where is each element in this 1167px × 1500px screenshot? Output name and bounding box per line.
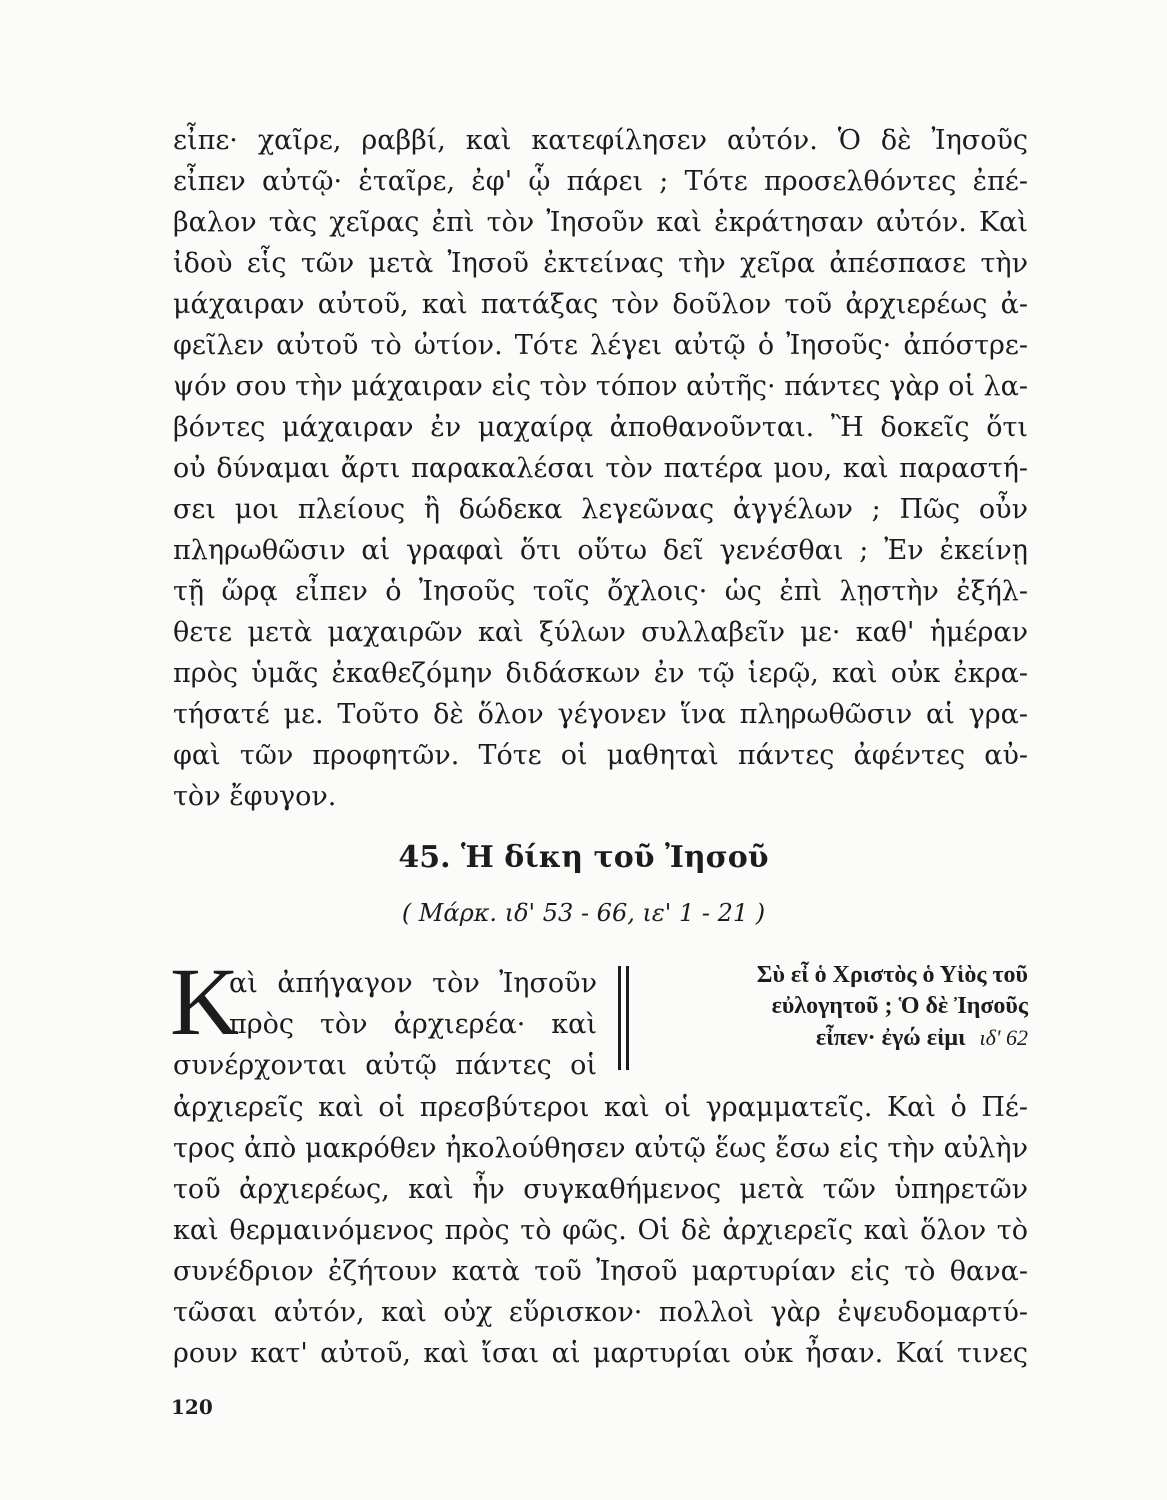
opening-line-1: αὶ ἀπήγαγον τὸν Ἰησοῦν bbox=[229, 968, 597, 999]
section-title: 45. Ἡ δίκη τοῦ Ἰησοῦ bbox=[398, 840, 769, 875]
text-line: ἰδοὺ εἷς τῶν μετὰ Ἰησοῦ ἐκτείνας τὴν χεῖρα ἀπέσπασε τὴν bbox=[173, 248, 1028, 279]
text-line: θετε μετὰ μαχαιρῶν καὶ ξύλων συλλαβεῖν με· καθ' ἡμέραν bbox=[173, 617, 1028, 648]
text-line: τῇ ὥρᾳ εἶπεν ὁ Ἰησοῦς τοῖς ὄχλοις· ὡς ἐπὶ λῃστὴν ἐξήλ- bbox=[173, 576, 1028, 607]
side-quote-text: εἶπεν· ἐγώ εἰμι bbox=[815, 1025, 966, 1051]
text-line: βόντες μάχαιραν ἐν μαχαίρᾳ ἀποθανοῦνται. Ἢ δοκεῖς ὅτι bbox=[173, 412, 1028, 443]
side-quote-reference: ιδ' 62 bbox=[979, 1025, 1028, 1050]
text-line: εἶπεν αὐτῷ· ἑταῖρε, ἐφ' ᾧ πάρει ; Τότε προσελθόντες ἐπέ- bbox=[173, 166, 1028, 197]
page-number: 120 bbox=[171, 1395, 213, 1419]
text-line: τήσατέ με. Τοῦτο δὲ ὅλον γέγονεν ἵνα πληρωθῶσιν αἱ γρα- bbox=[173, 699, 1028, 730]
text-line: φαὶ τῶν προφητῶν. Τότε οἱ μαθηταὶ πάντες ἀφέντες αὐ- bbox=[173, 740, 1028, 771]
side-quotation bbox=[643, 960, 1028, 1054]
text-line: φεῖλεν αὐτοῦ τὸ ὠτίον. Τότε λέγει αὐτῷ ὁ Ἰησοῦς· ἀπόστρε- bbox=[173, 330, 1028, 361]
text-line: συνέδριον ἐζήτουν κατὰ τοῦ Ἰησοῦ μαρτυρίαν εἰς τὸ θανα- bbox=[173, 1256, 1028, 1287]
opening-line-2: πρὸς τὸν ἀρχιερέα· καὶ bbox=[229, 1009, 597, 1040]
side-quote-line bbox=[643, 1022, 1028, 1054]
divider-rule bbox=[626, 966, 629, 1070]
text-line: τρος ἀπὸ μακρόθεν ἠκολούθησεν αὐτῷ ἕως ἔσω εἰς τὴν αὐλὴν bbox=[173, 1133, 1028, 1164]
text-line: βαλον τὰς χεῖρας ἐπὶ τὸν Ἰησοῦν καὶ ἐκράτησαν αὐτόν. Καὶ bbox=[173, 207, 1028, 238]
divider-rule bbox=[618, 966, 621, 1070]
text-line: τὸν ἔφυγον. bbox=[173, 781, 337, 812]
text-line: ἀρχιερεῖς καὶ οἱ πρεσβύτεροι καὶ οἱ γραμματεῖς. Καὶ ὁ Πέ- bbox=[173, 1092, 1028, 1123]
text-line: ρουν κατ' αὐτοῦ, καὶ ἴσαι αἱ μαρτυρίαι οὐκ ἦσαν. Καί τινες bbox=[173, 1338, 1028, 1369]
section-reference: ( Μάρκ. ιδ' 53 - 66, ιε' 1 - 21 ) bbox=[401, 899, 766, 927]
text-line: τῶσαι αὐτόν, καὶ οὐχ εὕρισκον· πολλοὶ γὰρ ἐψευδομαρτύ- bbox=[173, 1297, 1028, 1328]
text-line: μάχαιραν αὐτοῦ, καὶ πατάξας τὸν δοῦλον τοῦ ἀρχιερέως ἀ- bbox=[173, 289, 1028, 320]
opening-line-3: συνέρχονται αὐτῷ πάντες οἱ bbox=[173, 1050, 597, 1081]
side-quote-line: εὐλογητοῦ ; Ὁ δὲ Ἰησοῦς bbox=[771, 993, 1028, 1019]
drop-cap: Κ bbox=[170, 948, 240, 1055]
text-line: πληρωθῶσιν αἱ γραφαὶ ὅτι οὕτω δεῖ γενέσθαι ; Ἐν ἐκείνῃ bbox=[173, 535, 1028, 566]
text-line: τοῦ ἀρχιερέως, καὶ ἦν συγκαθήμενος μετὰ τῶν ὑπηρετῶν bbox=[173, 1174, 1028, 1205]
side-quote-line: Σὺ εἶ ὁ Χριστὸς ὁ Υἱὸς τοῦ bbox=[756, 962, 1028, 988]
text-line: σει μοι πλείους ἢ δώδεκα λεγεῶνας ἀγγέλων ; Πῶς οὖν bbox=[173, 494, 1028, 525]
text-line: καὶ θερμαινόμενος πρὸς τὸ φῶς. Οἱ δὲ ἀρχιερεῖς καὶ ὅλον τὸ bbox=[173, 1215, 1028, 1246]
text-line: εἶπε· χαῖρε, ραββί, καὶ κατεφίλησεν αὐτόν. Ὁ δὲ Ἰησοῦς bbox=[173, 125, 1028, 156]
text-line: ψόν σου τὴν μάχαιραν εἰς τὸν τόπον αὐτῆς· πάντες γὰρ οἱ λα- bbox=[173, 371, 1028, 402]
text-line: πρὸς ὑμᾶς ἐκαθεζόμην διδάσκων ἐν τῷ ἱερῷ, καὶ οὐκ ἐκρα- bbox=[173, 658, 1028, 689]
text-line: οὐ δύναμαι ἄρτι παρακαλέσαι τὸν πατέρα μου, καὶ παραστή- bbox=[173, 453, 1028, 484]
